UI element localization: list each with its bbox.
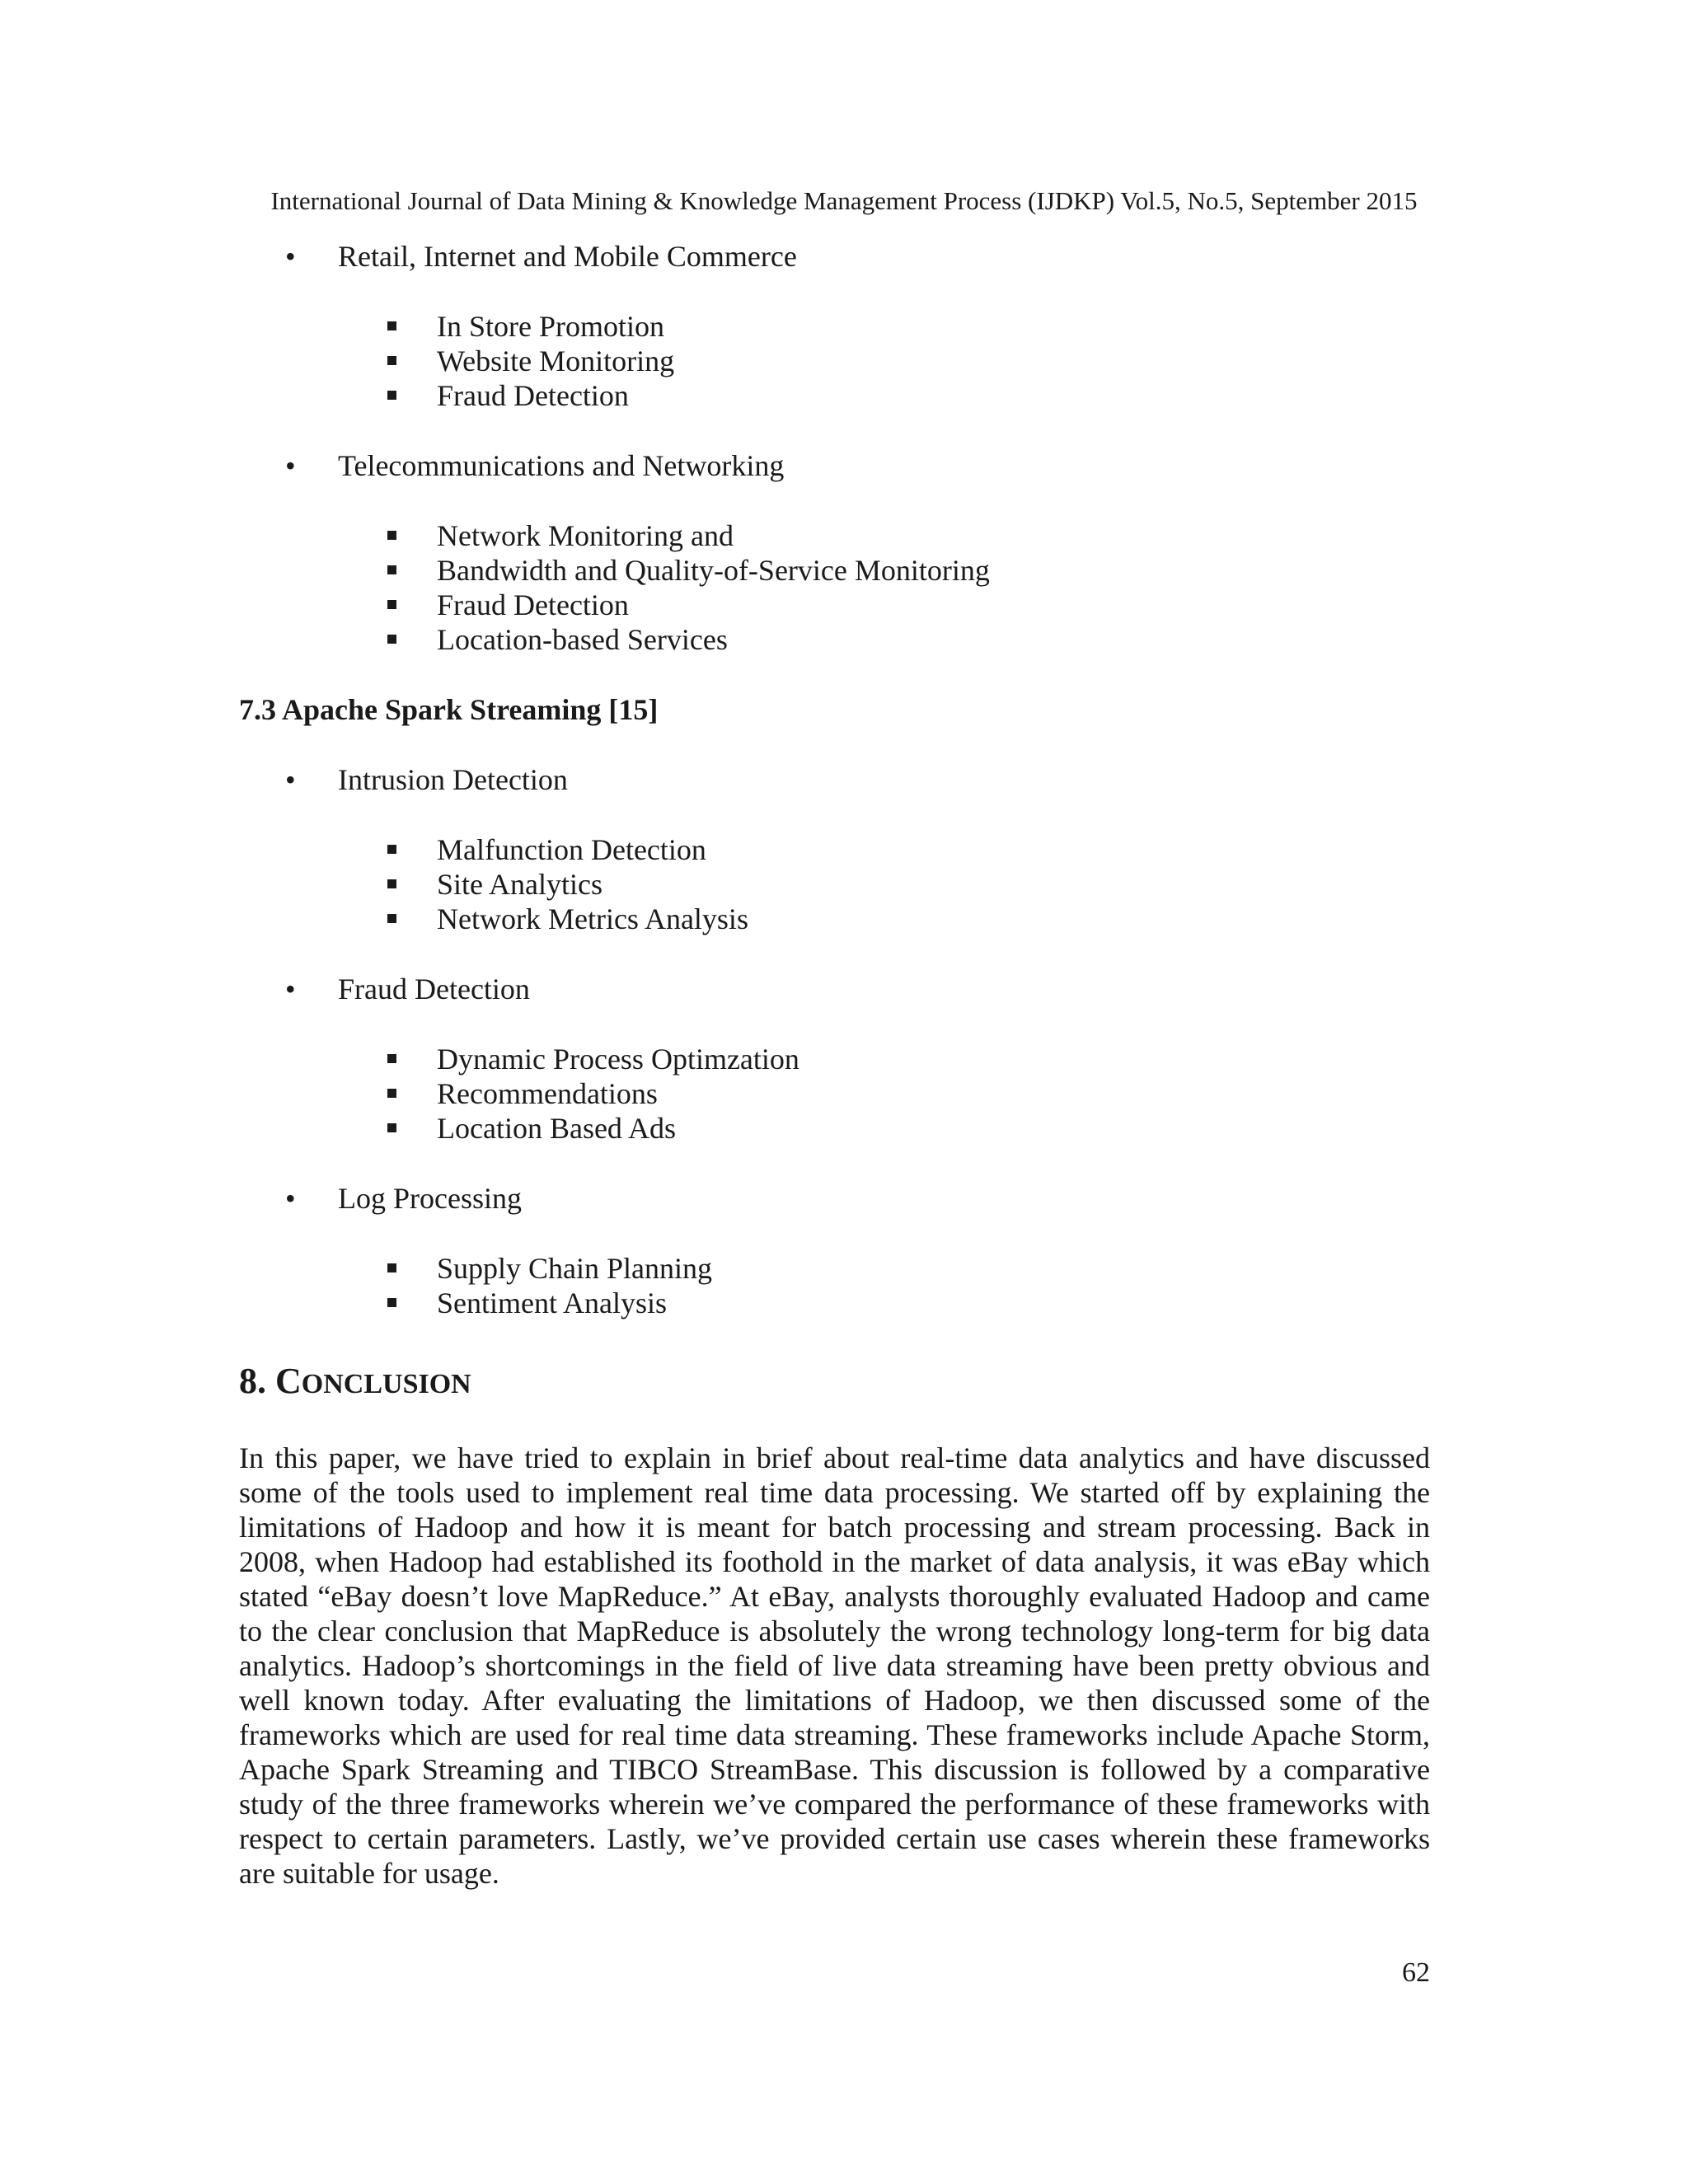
square-bullet-icon bbox=[387, 635, 396, 644]
sub-bullet-label: Website Monitoring bbox=[437, 344, 675, 377]
sub-bullet-label: Bandwidth and Quality-of-Service Monitoring bbox=[437, 554, 990, 587]
sub-bullet-item bbox=[239, 832, 1430, 867]
square-bullet-icon bbox=[387, 914, 396, 923]
use-case-list-storm bbox=[239, 239, 1430, 657]
use-case-list-spark bbox=[239, 762, 1430, 1320]
subsection-heading: 7.3 Apache Spark Streaming [15] bbox=[239, 693, 659, 726]
square-bullet-icon bbox=[387, 321, 396, 330]
sub-bullet-item bbox=[239, 622, 1430, 657]
square-bullet-icon bbox=[387, 1263, 396, 1272]
sub-bullet-item bbox=[239, 588, 1430, 622]
page-content bbox=[239, 239, 1430, 1891]
bullet-item bbox=[239, 762, 1430, 797]
section-heading-conclusion bbox=[239, 1360, 1430, 1406]
sub-bullet-label: Dynamic Process Optimzation bbox=[437, 1043, 799, 1076]
page-number: 62 bbox=[1402, 1957, 1430, 1988]
square-bullet-icon bbox=[387, 1123, 396, 1132]
bullet-dot-icon: • bbox=[285, 972, 296, 1005]
bullet-dot-icon: • bbox=[285, 240, 296, 273]
sub-bullet-label: Fraud Detection bbox=[437, 588, 629, 621]
bullet-group bbox=[239, 762, 1430, 936]
sub-bullet-list bbox=[239, 832, 1430, 936]
sub-bullet-item bbox=[239, 1042, 1430, 1076]
bullet-item bbox=[239, 972, 1430, 1006]
square-bullet-icon bbox=[387, 845, 396, 854]
sub-bullet-label: Malfunction Detection bbox=[437, 833, 706, 866]
bullet-dot-icon: • bbox=[285, 449, 296, 482]
journal-header: International Journal of Data Mining & Knowledge Management Process (IJDKP) Vol.5, No.5, September 2015 bbox=[270, 186, 1418, 215]
sub-bullet-label: Site Analytics bbox=[437, 868, 603, 901]
sub-bullet-label: Network Metrics Analysis bbox=[437, 902, 748, 935]
bullet-label: Retail, Internet and Mobile Commerce bbox=[338, 240, 797, 273]
square-bullet-icon bbox=[387, 1089, 396, 1098]
bullet-group bbox=[239, 239, 1430, 413]
square-bullet-icon bbox=[387, 391, 396, 400]
sub-bullet-label: Network Monitoring and bbox=[437, 519, 734, 552]
sub-bullet-item bbox=[239, 867, 1430, 902]
sub-bullet-label: Location-based Services bbox=[437, 623, 728, 656]
sub-bullet-label: Fraud Detection bbox=[437, 379, 629, 412]
sub-bullet-item bbox=[239, 344, 1430, 378]
sub-bullet-item bbox=[239, 1286, 1430, 1320]
sub-bullet-item bbox=[239, 902, 1430, 936]
section-title-initial: C bbox=[275, 1361, 302, 1401]
sub-bullet-list bbox=[239, 1251, 1430, 1320]
section-title-rest: ONCLUSION bbox=[301, 1369, 471, 1399]
bullet-label: Telecommunications and Networking bbox=[338, 449, 785, 482]
square-bullet-icon bbox=[387, 356, 396, 365]
bullet-dot-icon: • bbox=[285, 763, 296, 796]
bullet-item bbox=[239, 448, 1430, 483]
sub-bullet-list bbox=[239, 518, 1430, 657]
square-bullet-icon bbox=[387, 531, 396, 540]
sub-bullet-item bbox=[239, 1111, 1430, 1146]
sub-bullet-label: Recommendations bbox=[437, 1077, 658, 1110]
square-bullet-icon bbox=[387, 879, 396, 888]
sub-bullet-label: In Store Promotion bbox=[437, 310, 664, 343]
bullet-item bbox=[239, 1181, 1430, 1216]
bullet-item bbox=[239, 239, 1430, 274]
square-bullet-icon bbox=[387, 1054, 396, 1063]
bullet-group bbox=[239, 448, 1430, 657]
bullet-group bbox=[239, 972, 1430, 1146]
sub-bullet-item bbox=[239, 309, 1430, 344]
bullet-group bbox=[239, 1181, 1430, 1320]
square-bullet-icon bbox=[387, 565, 396, 574]
bullet-label: Intrusion Detection bbox=[338, 763, 568, 796]
sub-bullet-item bbox=[239, 553, 1430, 588]
sub-bullet-item bbox=[239, 1251, 1430, 1286]
sub-bullet-item bbox=[239, 1076, 1430, 1111]
sub-bullet-item bbox=[239, 378, 1430, 413]
square-bullet-icon bbox=[387, 1298, 396, 1307]
section-number: 8. bbox=[239, 1361, 266, 1401]
bullet-label: Fraud Detection bbox=[338, 972, 530, 1005]
sub-bullet-label: Supply Chain Planning bbox=[437, 1252, 713, 1285]
bullet-label: Log Processing bbox=[338, 1182, 522, 1215]
sub-bullet-list bbox=[239, 309, 1430, 413]
conclusion-paragraph: In this paper, we have tried to explain in brief about real-time data analytics and have discussed some of the tools used to implement real time data processing. We started off by explaining the limitations of Hadoop and how it is meant for batch processing and stream processing. Back in 2008, when Hadoop had established its foothold in the market of data analysis, it was eBay which stated “eBay doesn’t love MapReduce.” At eBay, analysts thoroughly evaluated Hadoop and came to the clear conclusion that MapReduce is absolutely the wrong technology long-term for big data analytics. Hadoop’s shortcomings in the field of live data streaming have been pretty obvious and well known today. After evaluating the limitations of Hadoop, we then discussed some of the frameworks which are used for real time data streaming. These frameworks include Apache Storm, Apache Spark Streaming and TIBCO StreamBase. This discussion is followed by a comparative study of the three frameworks wherein we’ve compared the performance of these frameworks with respect to certain parameters. Lastly, we’ve provided certain use cases wherein these frameworks are suitable for usage. bbox=[239, 1441, 1430, 1890]
sub-bullet-label: Sentiment Analysis bbox=[437, 1286, 667, 1319]
sub-bullet-list bbox=[239, 1042, 1430, 1146]
sub-bullet-item bbox=[239, 518, 1430, 553]
bullet-dot-icon: • bbox=[285, 1182, 296, 1215]
square-bullet-icon bbox=[387, 600, 396, 609]
sub-bullet-label: Location Based Ads bbox=[437, 1112, 676, 1145]
